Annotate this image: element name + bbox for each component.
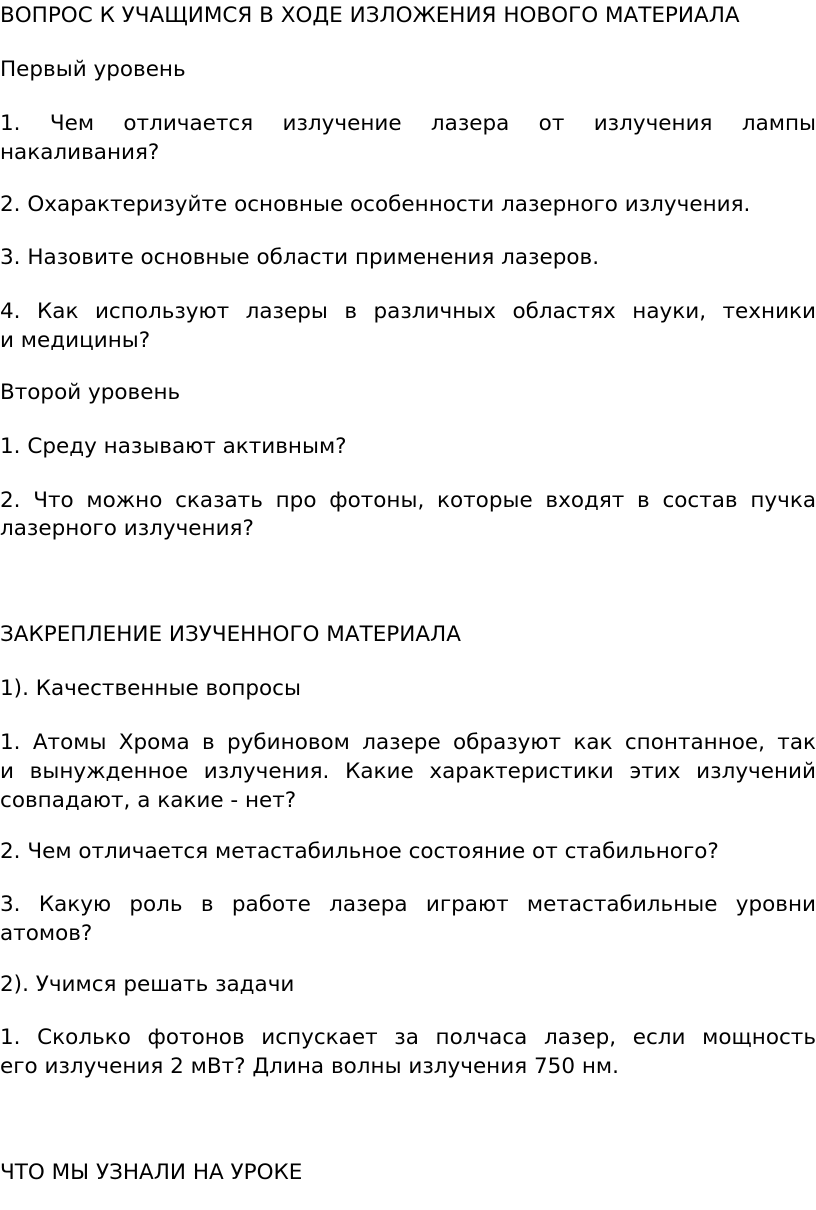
- section-heading: ВОПРОС К УЧАЩИМСЯ В ХОДЕ ИЗЛОЖЕНИЯ НОВОГО МАТЕРИАЛА: [0, 3, 740, 28]
- question-item-continuation: и медицины?: [0, 328, 151, 353]
- question-item-continuation: его излучения 2 мВт? Длина волны излучения 750 нм.: [0, 1054, 619, 1079]
- question-item: 1. Атомы Хрома в рубиновом лазере образуют как спонтанное, так: [0, 730, 816, 755]
- question-item-continuation: лазерного излучения?: [0, 516, 254, 541]
- section-heading: ЗАКРЕПЛЕНИЕ ИЗУЧЕННОГО МАТЕРИАЛА: [0, 622, 461, 647]
- question-item: 3. Какую роль в работе лазера играют метастабильные уровни: [0, 892, 816, 917]
- question-item: 2. Чем отличается метастабильное состояние от стабильного?: [0, 839, 719, 864]
- question-item: 4. Как используют лазеры в различных областях науки, техники: [0, 299, 816, 324]
- question-item: 2. Охарактеризуйте основные особенности лазерного излучения.: [0, 192, 751, 217]
- question-item-continuation: атомов?: [0, 921, 93, 946]
- question-item: 3. Назовите основные области применения лазеров.: [0, 245, 600, 270]
- level-title: Первый уровень: [0, 57, 186, 82]
- question-item: 2. Что можно сказать про фотоны, которые входят в состав пучка: [0, 488, 816, 513]
- level-title: Второй уровень: [0, 380, 181, 405]
- question-item-continuation: совпадают, а какие - нет?: [0, 788, 297, 813]
- section-heading: ЧТО МЫ УЗНАЛИ НА УРОКЕ: [0, 1160, 303, 1185]
- question-item: 1. Среду называют активным?: [0, 434, 347, 459]
- question-item-continuation: и вынужденное излучения. Какие характеристики этих излучений: [0, 759, 816, 784]
- question-item-continuation: накаливания?: [0, 140, 160, 165]
- question-item: 1. Сколько фотонов испускает за полчаса лазер, если мощность: [0, 1025, 816, 1050]
- question-item: 1. Чем отличается излучение лазера от излучения лампы: [0, 111, 816, 136]
- subsection-title: 1). Качественные вопросы: [0, 676, 301, 701]
- subsection-title: 2). Учимся решать задачи: [0, 972, 295, 997]
